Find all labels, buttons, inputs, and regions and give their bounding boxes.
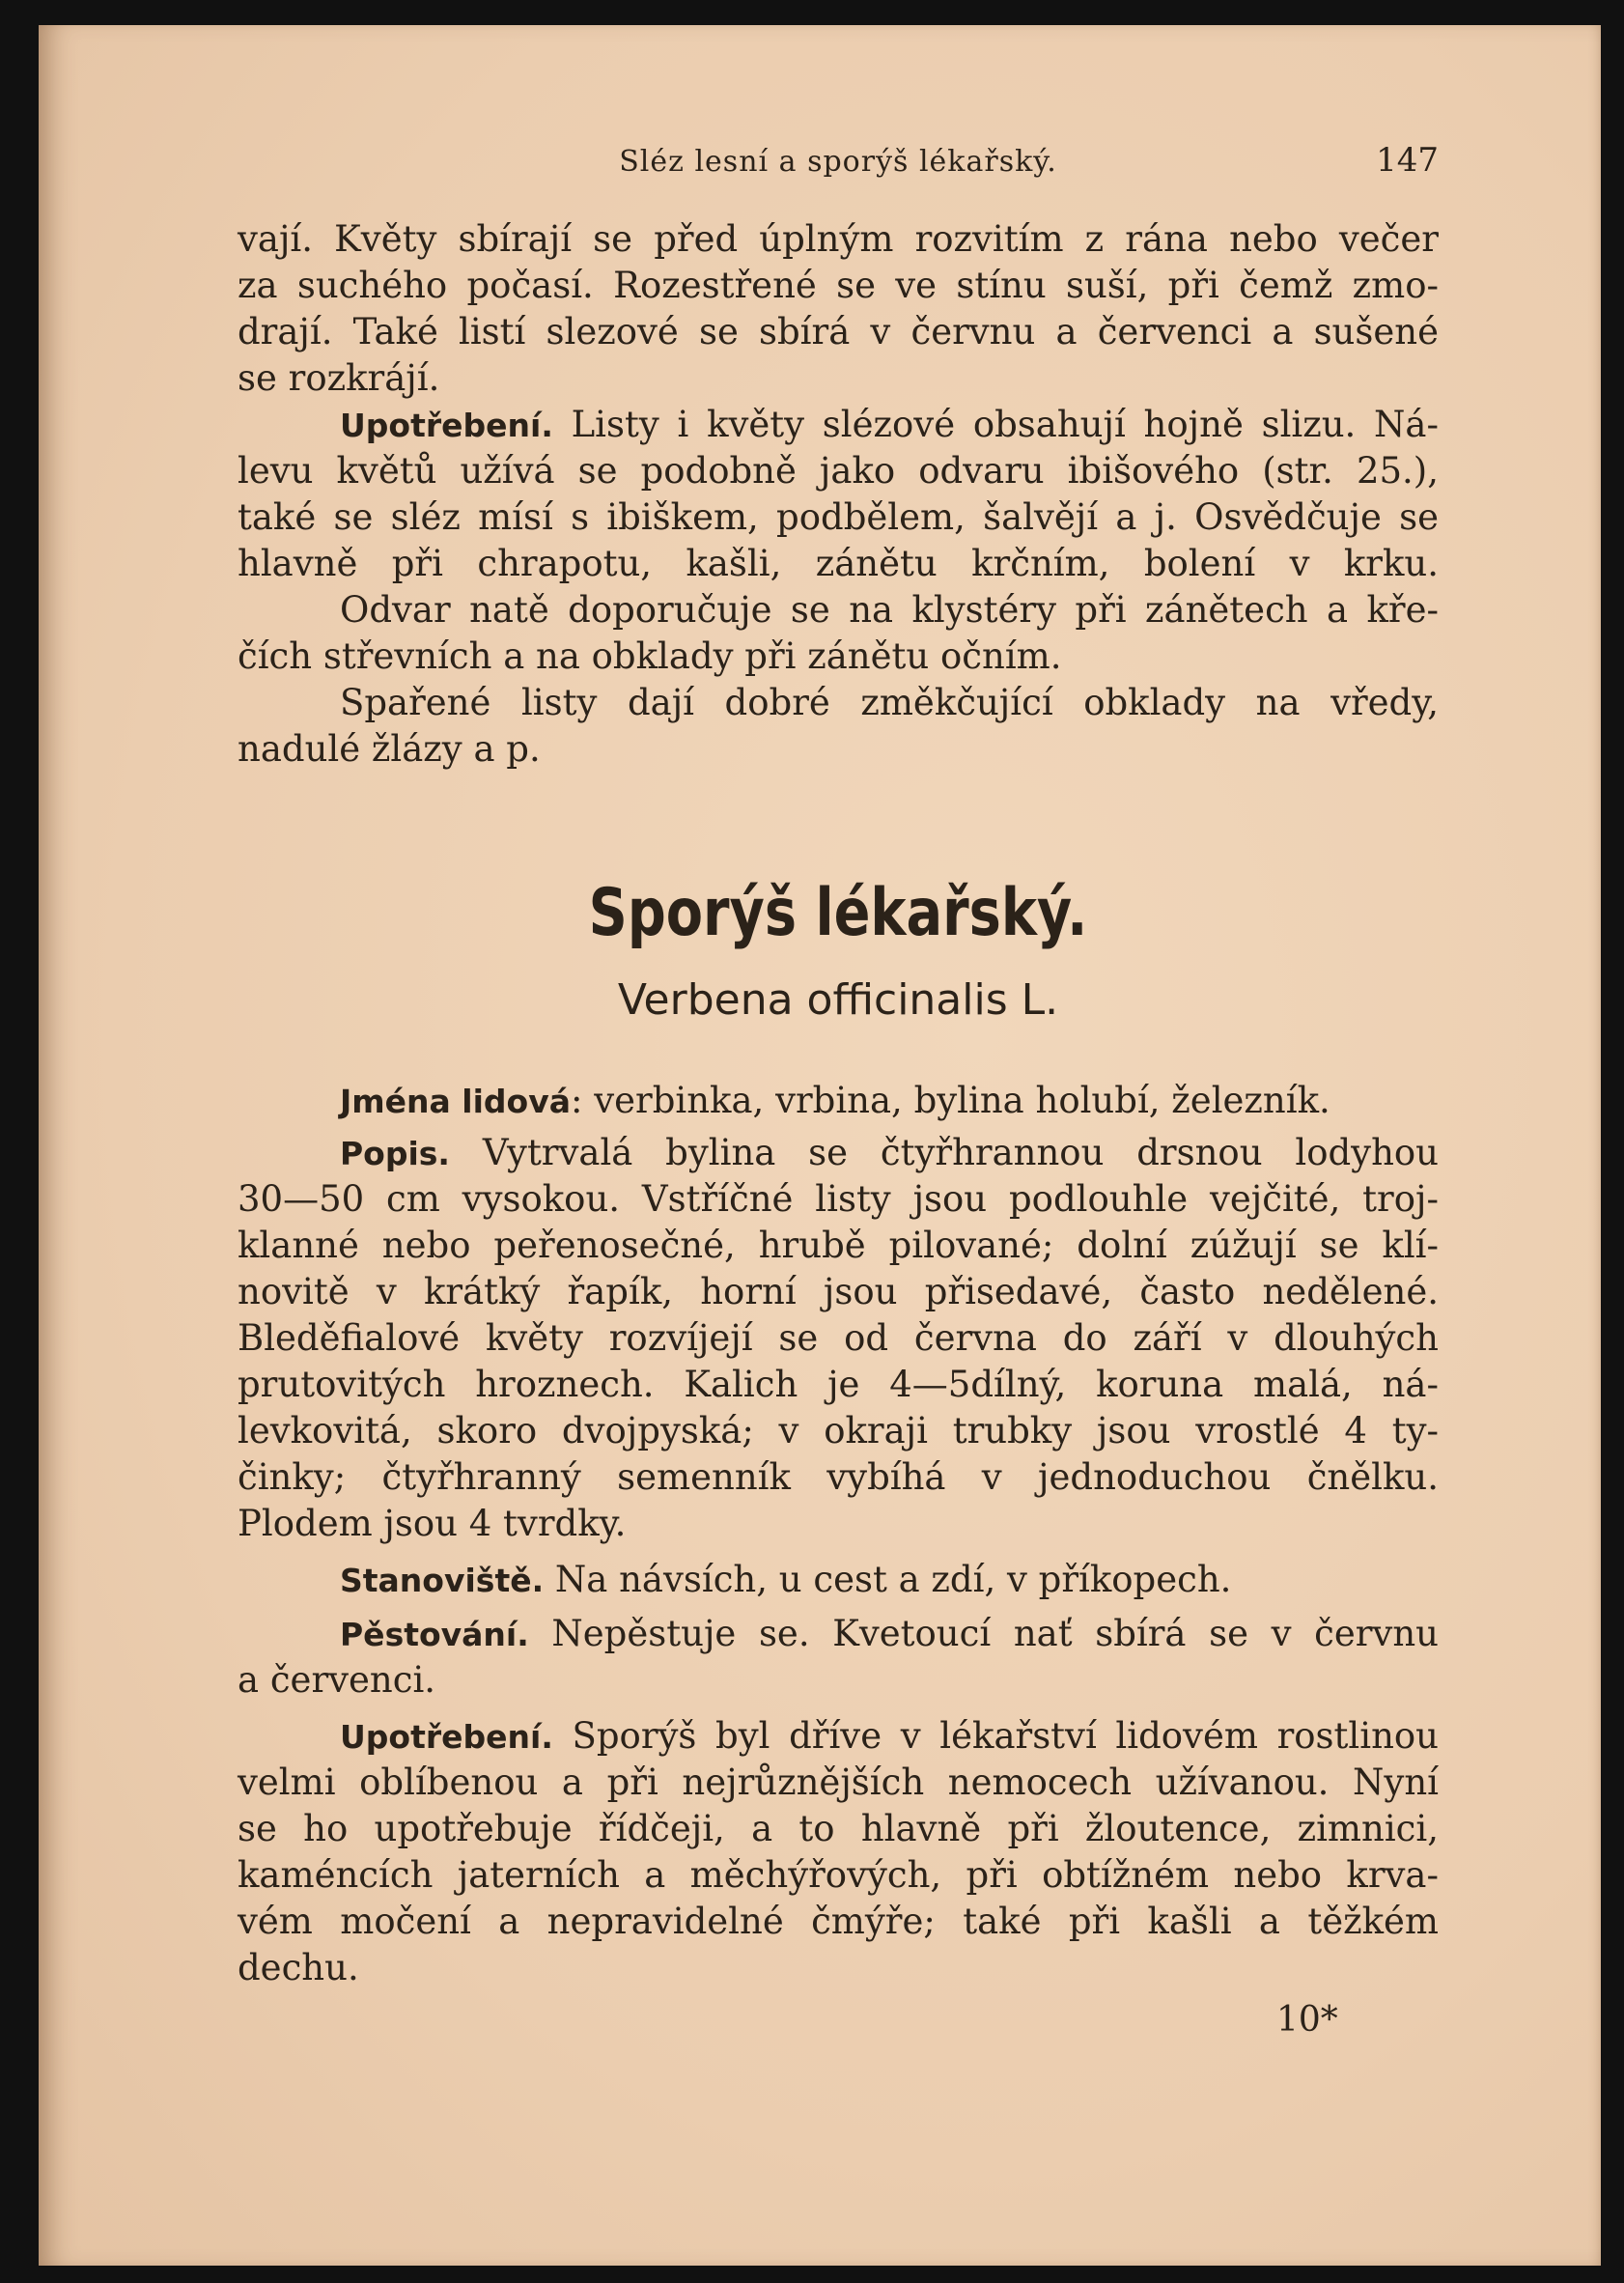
description-label: Popis. [340,1135,450,1172]
text-line: vém močení a nepravidelné čmýře; také při kašli a těžkém [238,1901,1439,1942]
book-page [39,25,1601,2266]
text-line: Odvar natě doporučuje se na klystéry při zánětech a kře- [340,589,1439,631]
section-sley-continuation [238,216,1439,773]
names-label: Jména lidová [340,1083,571,1120]
usage-label: Upotřebení. [340,407,553,444]
section-title: Sporýš lékařský. [588,875,1088,951]
section-subtitle: Verbena officinalis L. [617,975,1059,1025]
text-line: novitě v krátký řapík, horní jsou přisedavé, často nedělené. [238,1271,1439,1312]
text-line: se rozkrájí. [238,357,440,399]
header-title: Sléz lesní a sporýš lékařský. [619,145,1057,179]
text-line: Bleděfialové květy rozvíjejí se od června do září v dlouhých [238,1317,1439,1359]
text-line: levu květů užívá se podobně jako odvaru ibišového (str. 25.), [238,450,1439,492]
text-line: Spařené listy dají dobré změkčující obklady na vředy, [340,682,1439,723]
text-line: velmi oblíbenou a při nejrůznějších nemocech užívanou. Nyní [238,1762,1439,1803]
text-run: Vytrvalá bylina se čtyřhrannou drsnou lodyhou [449,1132,1439,1173]
running-header [238,141,1439,189]
text-run: Na návsích, u cest a zdí, v příkopech. [544,1559,1232,1600]
text-run: Sporýš byl dříve v lékařství lidovém rostlinou [552,1715,1439,1757]
habitat-label: Stanoviště. [340,1562,545,1599]
text-line: klanné nebo peřenosečné, hrubě pilované; dolní zúžují se klí- [238,1225,1439,1266]
paragraph-usage [238,402,1439,448]
page-number: 147 [1376,141,1439,180]
text-line: a červenci. [238,1659,436,1701]
text-line: nadulé žlázy a p. [238,728,541,770]
text-line: se ho upotřebuje řídčeji, a to hlavně při žloutence, zimnici, [238,1808,1439,1849]
text-line: dechu. [238,1947,359,1988]
paragraph-habitat [238,1557,1439,1603]
text-line: čích střevních a na obklady při zánětu očním. [238,635,1062,677]
text-line: vají. Květy sbírají se před úplným rozvitím z rána nebo večer [238,218,1439,260]
paragraph-usage [238,1713,1439,1760]
paragraph-cultivation [238,1611,1439,1657]
text-run: Listy i květy slézové obsahují hojně slizu. Ná- [552,404,1439,445]
text-line: drají. Také listí slezové se sbírá v červnu a červenci a sušené [238,311,1439,352]
printer-signature: 10* [1276,2000,1338,2040]
text-line: levkovitá, skoro dvojpyská; v okraji trubky jsou vrostlé 4 ty- [238,1410,1439,1452]
cultivation-label: Pěstování. [340,1616,529,1653]
paragraph-description [238,1130,1439,1176]
text-line: také se sléz mísí s ibiškem, podbělem, šalvějí a j. Osvědčuje se [238,496,1439,538]
text-line: 30—50 cm vysokou. Vstříčné listy jsou podlouhle vejčité, troj- [238,1178,1439,1220]
paragraph-names [238,1078,1439,1124]
section-verbena-body [238,1078,1439,1991]
text-line: hlavně při chrapotu, kašli, zánětu krčním, bolení v krku. [238,543,1439,584]
text-line: za suchého počasí. Rozestřené se ve stínu suší, při čemž zmo- [238,265,1439,306]
text-line: prutovitých hroznech. Kalich je 4—5dílný, koruna malá, ná- [238,1364,1439,1405]
text-line: činky; čtyřhranný semenník vybíhá v jednoduchou čnělku. [238,1456,1439,1498]
text-run: : verbinka, vrbina, bylina holubí, železník. [571,1080,1330,1121]
text-line: kaméncích jaterních a měchýřových, při obtížném nebo krva- [238,1854,1439,1896]
text-line: Plodem jsou 4 tvrdky. [238,1503,627,1544]
usage-label: Upotřebení. [340,1718,553,1756]
text-run: Nepěstuje se. Kvetoucí nať sbírá se v červnu [528,1613,1439,1654]
